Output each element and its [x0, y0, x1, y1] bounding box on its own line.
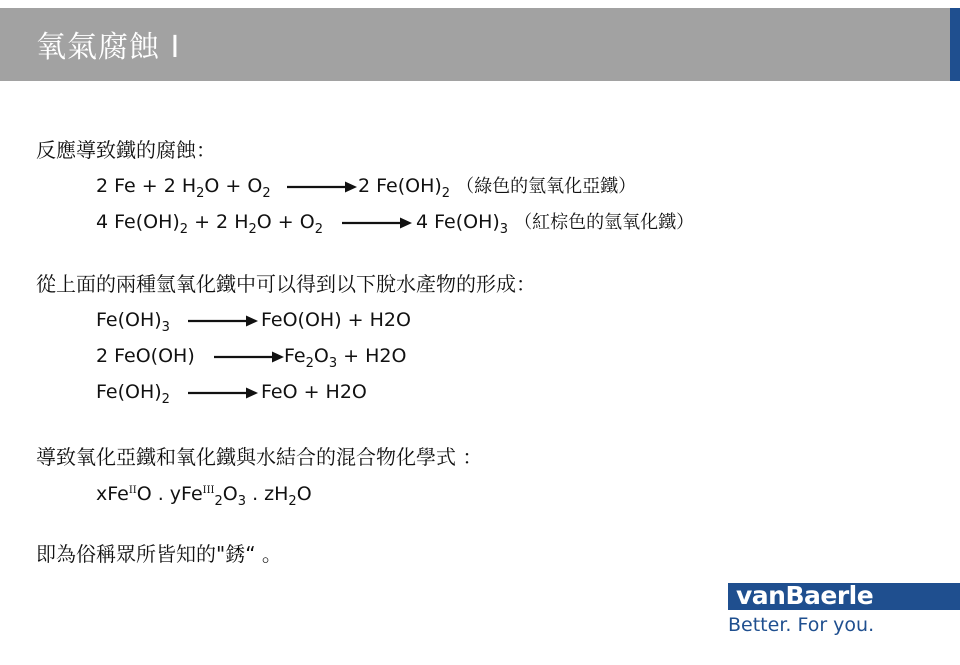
section-heading-mixture: 導致氧化亞鐵和氧化鐵與水結合的混合物化學式 ：: [36, 445, 483, 469]
section-heading-corrosion: 反應導致鐵的腐蝕：: [36, 138, 216, 162]
reaction-arrow-icon: [214, 350, 284, 364]
equation-2-note: （紅棕色的氫氧化鐵）: [514, 212, 695, 233]
brand-logo: vanBaerle: [736, 581, 874, 610]
reaction-arrow-icon: [287, 180, 357, 194]
equation-1-lhs: 2 Fe + 2 $H_2O + O_2$: [96, 175, 271, 201]
equation-2-lhs: 4 $Fe(OH)_2 + 2$ $H_2O + O_2$: [96, 211, 323, 237]
brand-tagline: Better. For you.: [728, 614, 875, 636]
reaction-arrow-icon: [342, 216, 412, 230]
mixture-formula: xFe$^{II}$O . $yFe^{III}_2O_3$ . $zH_2O$: [96, 483, 312, 509]
reaction-arrow-icon: [188, 386, 258, 400]
equation-1-rhs: 2 $Fe(OH)_2$ （綠色的氫氧化亞鐵）: [358, 175, 637, 201]
rust-conclusion: 即為俗稱眾所皆知的"銹“ 。: [36, 542, 282, 566]
dehydration-2-rhs: $Fe_2O_3 + H2O$: [284, 345, 407, 371]
dehydration-2-lhs: 2 FeO(OH): [96, 345, 195, 367]
reaction-arrow-icon: [188, 314, 258, 328]
equation-2-rhs: 4 $Fe(OH)_3$ （紅棕色的氫氧化鐵）: [416, 211, 695, 237]
header-accent-stripe: [950, 8, 960, 81]
dehydration-3-rhs: FeO + H2O: [261, 381, 367, 403]
dehydration-1-rhs: FeO(OH) + H2O: [261, 309, 411, 331]
dehydration-3-lhs: $Fe(OH)_2$: [96, 381, 170, 407]
page-title: 氧氣腐蝕 I: [36, 30, 181, 65]
dehydration-1-lhs: $Fe(OH)_3$: [96, 309, 170, 335]
equation-1-note: （綠色的氫氧化亞鐵）: [456, 176, 637, 197]
section-heading-dehydration: 從上面的兩種氫氧化鐵中可以得到以下脫水產物的形成：: [36, 272, 536, 296]
